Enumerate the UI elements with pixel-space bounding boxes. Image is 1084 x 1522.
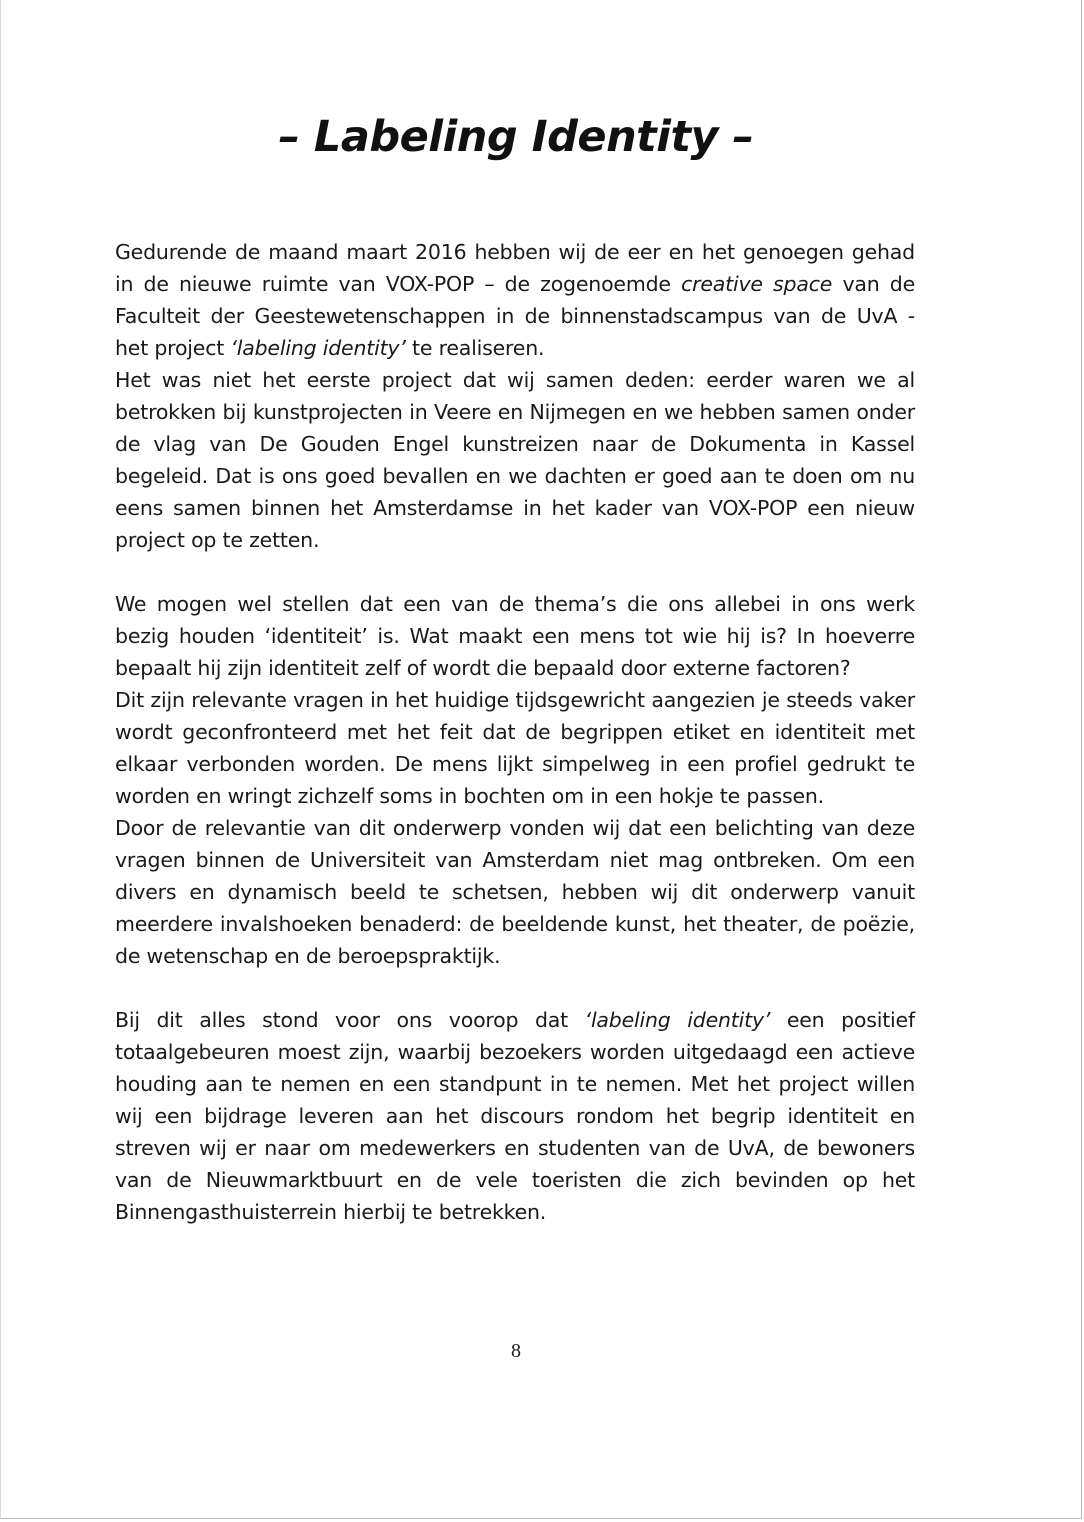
paragraph-intro: [115, 236, 915, 364]
paragraph-relevance: Dit zijn relevante vragen in het huidige tijdsgewricht aangezien je steeds vaker wordt geconfronteerd met het feit dat de begrippen etiket en identiteit met elkaar verbonden worden. De mens lijkt simpelweg in een profiel gedrukt te worden en wringt zichzelf soms in bochten om in een hokje te passen.: [115, 688, 915, 808]
paragraph-theme-identity: We mogen wel stellen dat een van de thema’s die ons allebei in ons werk bezig houden ‘identiteit’ is. Wat maakt een mens tot wie hij is? In hoeverre bepaalt hij zijn identiteit zelf of wordt die bepaald door externe factoren?: [115, 592, 915, 680]
paragraph-approach: Door de relevantie van dit onderwerp vonden wij dat een belichting van deze vragen binnen de Universiteit van Amsterdam niet mag ontbreken. Om een divers en dynamisch beeld te schetsen, hebben wij dit onderwerp vanuit meerdere invalshoeken benaderd: de beeldende kunst, het theater, de poëzie, de wetenschap en de beroepspraktijk.: [115, 816, 915, 968]
page-title: – Labeling Identity –: [278, 112, 754, 162]
emphasis-text: creative space: [681, 272, 833, 296]
emphasis-text: ‘labeling identity’: [230, 336, 406, 360]
paragraph-text: te realiseren.: [405, 336, 545, 360]
paragraph-text: Gedurende de maand maart 2016 hebben wij de eer en het genoegen gehad in de nieuwe ruimte van VOX-POP – de zogenoemde: [115, 240, 915, 296]
page-number: 8: [511, 1340, 521, 1362]
paragraph-text: van de Faculteit der Geestewetenschappen in de binnenstadscampus van de UvA - het project: [115, 272, 915, 360]
paragraph-text: een positief totaalgebeuren moest zijn, waarbij bezoekers worden uitgedaagd een actieve houding aan te nemen en een standpunt in te nemen. Met het project willen wij een bijdrage leveren aan het discours rondom het begrip identiteit en streven wij er naar om medewerkers en studenten van de UvA, de bewoners van de Nieuwmarktbuurt en de vele toeristen die zich bevinden op het Binnengasthuisterrein hierbij te betrekken.: [115, 1008, 915, 1224]
paragraph-previous-projects: Het was niet het eerste project dat wij samen deden: eerder waren we al betrokken bij kunstprojecten in Veere en Nijmegen en we hebben samen onder de vlag van De Gouden Engel kunstreizen naar de Dokumenta in Kassel begeleid. Dat is ons goed bevallen en we dachten er goed aan te doen om nu eens samen binnen het Amsterdamse in het kader van VOX-POP een nieuw project op te zetten.: [115, 368, 915, 552]
emphasis-text: ‘labeling identity’: [584, 1008, 771, 1032]
paragraph-goal: [115, 1004, 915, 1228]
body-text: [115, 236, 915, 1228]
paragraph-text: Bij dit alles stond voor ons voorop dat: [115, 1008, 585, 1032]
